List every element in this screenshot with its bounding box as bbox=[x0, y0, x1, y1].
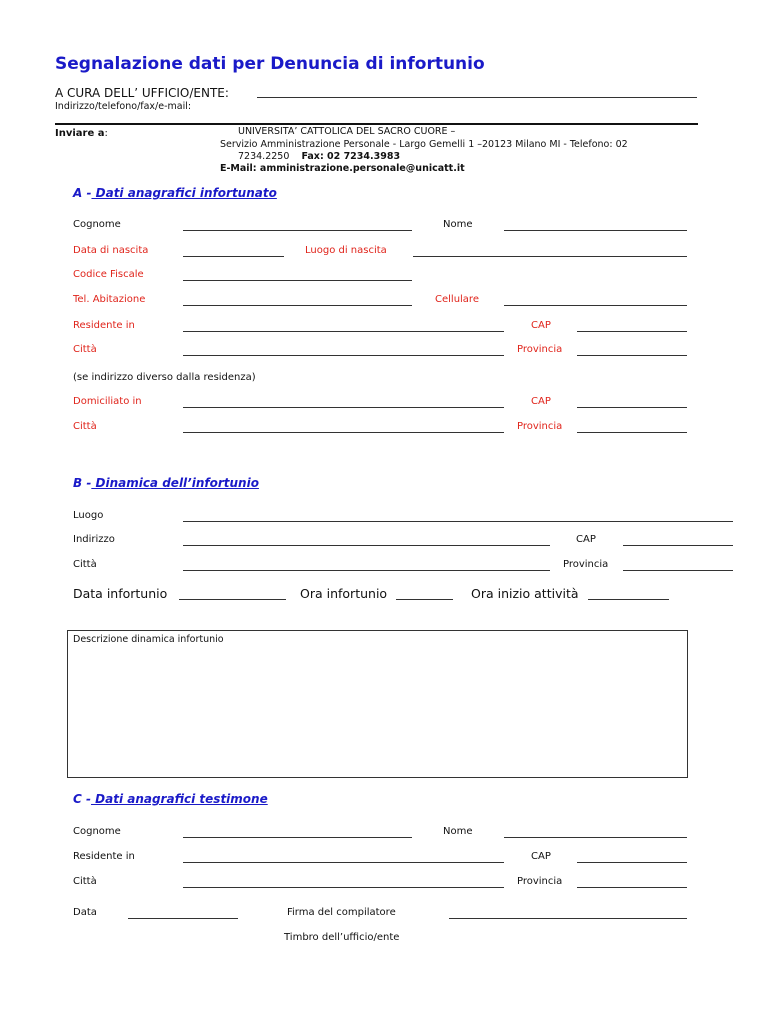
b-luogo-label: Luogo bbox=[73, 510, 104, 521]
b-provincia-field[interactable] bbox=[623, 570, 733, 571]
office-field[interactable] bbox=[257, 97, 697, 98]
a-tel-field[interactable] bbox=[183, 305, 412, 306]
c-data-label: Data bbox=[73, 907, 97, 918]
a-cellulare-field[interactable] bbox=[504, 305, 687, 306]
address-line-3: 7234.2250 Fax: 02 7234.3983 bbox=[238, 151, 401, 162]
a-residente-label: Residente in bbox=[73, 320, 135, 331]
c-nome-field[interactable] bbox=[504, 837, 687, 838]
c-citta-label: Città bbox=[73, 876, 97, 887]
a-cap2-label: CAP bbox=[531, 396, 551, 407]
b-luogo-field[interactable] bbox=[183, 521, 733, 522]
c-provincia-field[interactable] bbox=[577, 887, 687, 888]
a-domiciliato-label: Domiciliato in bbox=[73, 396, 142, 407]
b-citta-label: Città bbox=[73, 559, 97, 570]
a-nome-label: Nome bbox=[443, 219, 473, 230]
c-cap-label: CAP bbox=[531, 851, 551, 862]
b-data-infortunio-field[interactable] bbox=[179, 599, 286, 600]
a-tel-label: Tel. Abitazione bbox=[73, 294, 146, 305]
a-luogo-nascita-field[interactable] bbox=[413, 256, 687, 257]
b-ora-infortunio-label: Ora infortunio bbox=[300, 586, 388, 601]
b-ora-infortunio-field[interactable] bbox=[396, 599, 453, 600]
a-citta-label: Città bbox=[73, 344, 97, 355]
a-cap-label: CAP bbox=[531, 320, 551, 331]
section-c-heading: C - Dati anagrafici testimone bbox=[73, 792, 268, 806]
c-nome-label: Nome bbox=[443, 826, 473, 837]
c-residente-field[interactable] bbox=[183, 862, 504, 863]
b-data-infortunio-label: Data infortunio bbox=[73, 586, 168, 601]
b-indirizzo-label: Indirizzo bbox=[73, 534, 115, 545]
a-provincia-label: Provincia bbox=[517, 344, 563, 355]
a-domiciliato-field[interactable] bbox=[183, 407, 504, 408]
a-cap2-field[interactable] bbox=[577, 407, 687, 408]
header-divider bbox=[55, 123, 698, 125]
contact-label: Indirizzo/telefono/fax/e-mail: bbox=[55, 101, 192, 112]
a-nome-field[interactable] bbox=[504, 230, 687, 231]
a-cognome-label: Cognome bbox=[73, 219, 121, 230]
b-provincia-label: Provincia bbox=[563, 559, 609, 570]
a-residente-field[interactable] bbox=[183, 331, 504, 332]
a-citta2-field[interactable] bbox=[183, 432, 504, 433]
b-ora-inizio-field[interactable] bbox=[588, 599, 669, 600]
section-b-heading: B - Dinamica dell’infortunio bbox=[73, 476, 259, 490]
b-ora-inizio-label: Ora inizio attività bbox=[471, 586, 579, 601]
a-codice-fiscale-label: Codice Fiscale bbox=[73, 269, 144, 280]
c-firma-label: Firma del compilatore bbox=[287, 907, 396, 918]
a-provincia2-label: Provincia bbox=[517, 421, 563, 432]
a-data-nascita-label: Data di nascita bbox=[73, 245, 149, 256]
a-citta2-label: Città bbox=[73, 421, 97, 432]
c-timbro-label: Timbro dell’ufficio/ente bbox=[284, 932, 400, 943]
c-cognome-label: Cognome bbox=[73, 826, 121, 837]
a-data-nascita-field[interactable] bbox=[183, 256, 284, 257]
a-codice-fiscale-field[interactable] bbox=[183, 280, 412, 281]
b-indirizzo-field[interactable] bbox=[183, 545, 550, 546]
page-title: Segnalazione dati per Denuncia di infortunio bbox=[55, 54, 485, 74]
address-line-1: UNIVERSITA’ CATTOLICA DEL SACRO CUORE – bbox=[238, 126, 456, 137]
section-a-heading: A - Dati anagrafici infortunato bbox=[73, 186, 277, 200]
b-descrizione-box[interactable] bbox=[67, 630, 688, 778]
a-note-domicilio: (se indirizzo diverso dalla residenza) bbox=[73, 372, 256, 383]
c-cognome-field[interactable] bbox=[183, 837, 412, 838]
a-citta-field[interactable] bbox=[183, 355, 504, 356]
c-residente-label: Residente in bbox=[73, 851, 135, 862]
b-citta-field[interactable] bbox=[183, 570, 550, 571]
a-cap-field[interactable] bbox=[577, 331, 687, 332]
send-to-label: Inviare a: bbox=[55, 128, 108, 139]
c-provincia-label: Provincia bbox=[517, 876, 563, 887]
b-descrizione-label: Descrizione dinamica infortunio bbox=[73, 634, 224, 645]
address-line-2: Servizio Amministrazione Personale - Largo Gemelli 1 –20123 Milano MI - Telefono: 02 bbox=[220, 139, 628, 150]
c-data-field[interactable] bbox=[128, 918, 238, 919]
a-provincia-field[interactable] bbox=[577, 355, 687, 356]
address-email: E-Mail: amministrazione.personale@unicatt.it bbox=[220, 163, 465, 174]
a-cognome-field[interactable] bbox=[183, 230, 412, 231]
b-cap-field[interactable] bbox=[623, 545, 733, 546]
c-citta-field[interactable] bbox=[183, 887, 504, 888]
c-firma-field[interactable] bbox=[449, 918, 687, 919]
office-label: A CURA DELL’ UFFICIO/ENTE: bbox=[55, 86, 229, 100]
a-cellulare-label: Cellulare bbox=[435, 294, 479, 305]
a-provincia2-field[interactable] bbox=[577, 432, 687, 433]
c-cap-field[interactable] bbox=[577, 862, 687, 863]
b-cap-label: CAP bbox=[576, 534, 596, 545]
a-luogo-nascita-label: Luogo di nascita bbox=[305, 245, 387, 256]
